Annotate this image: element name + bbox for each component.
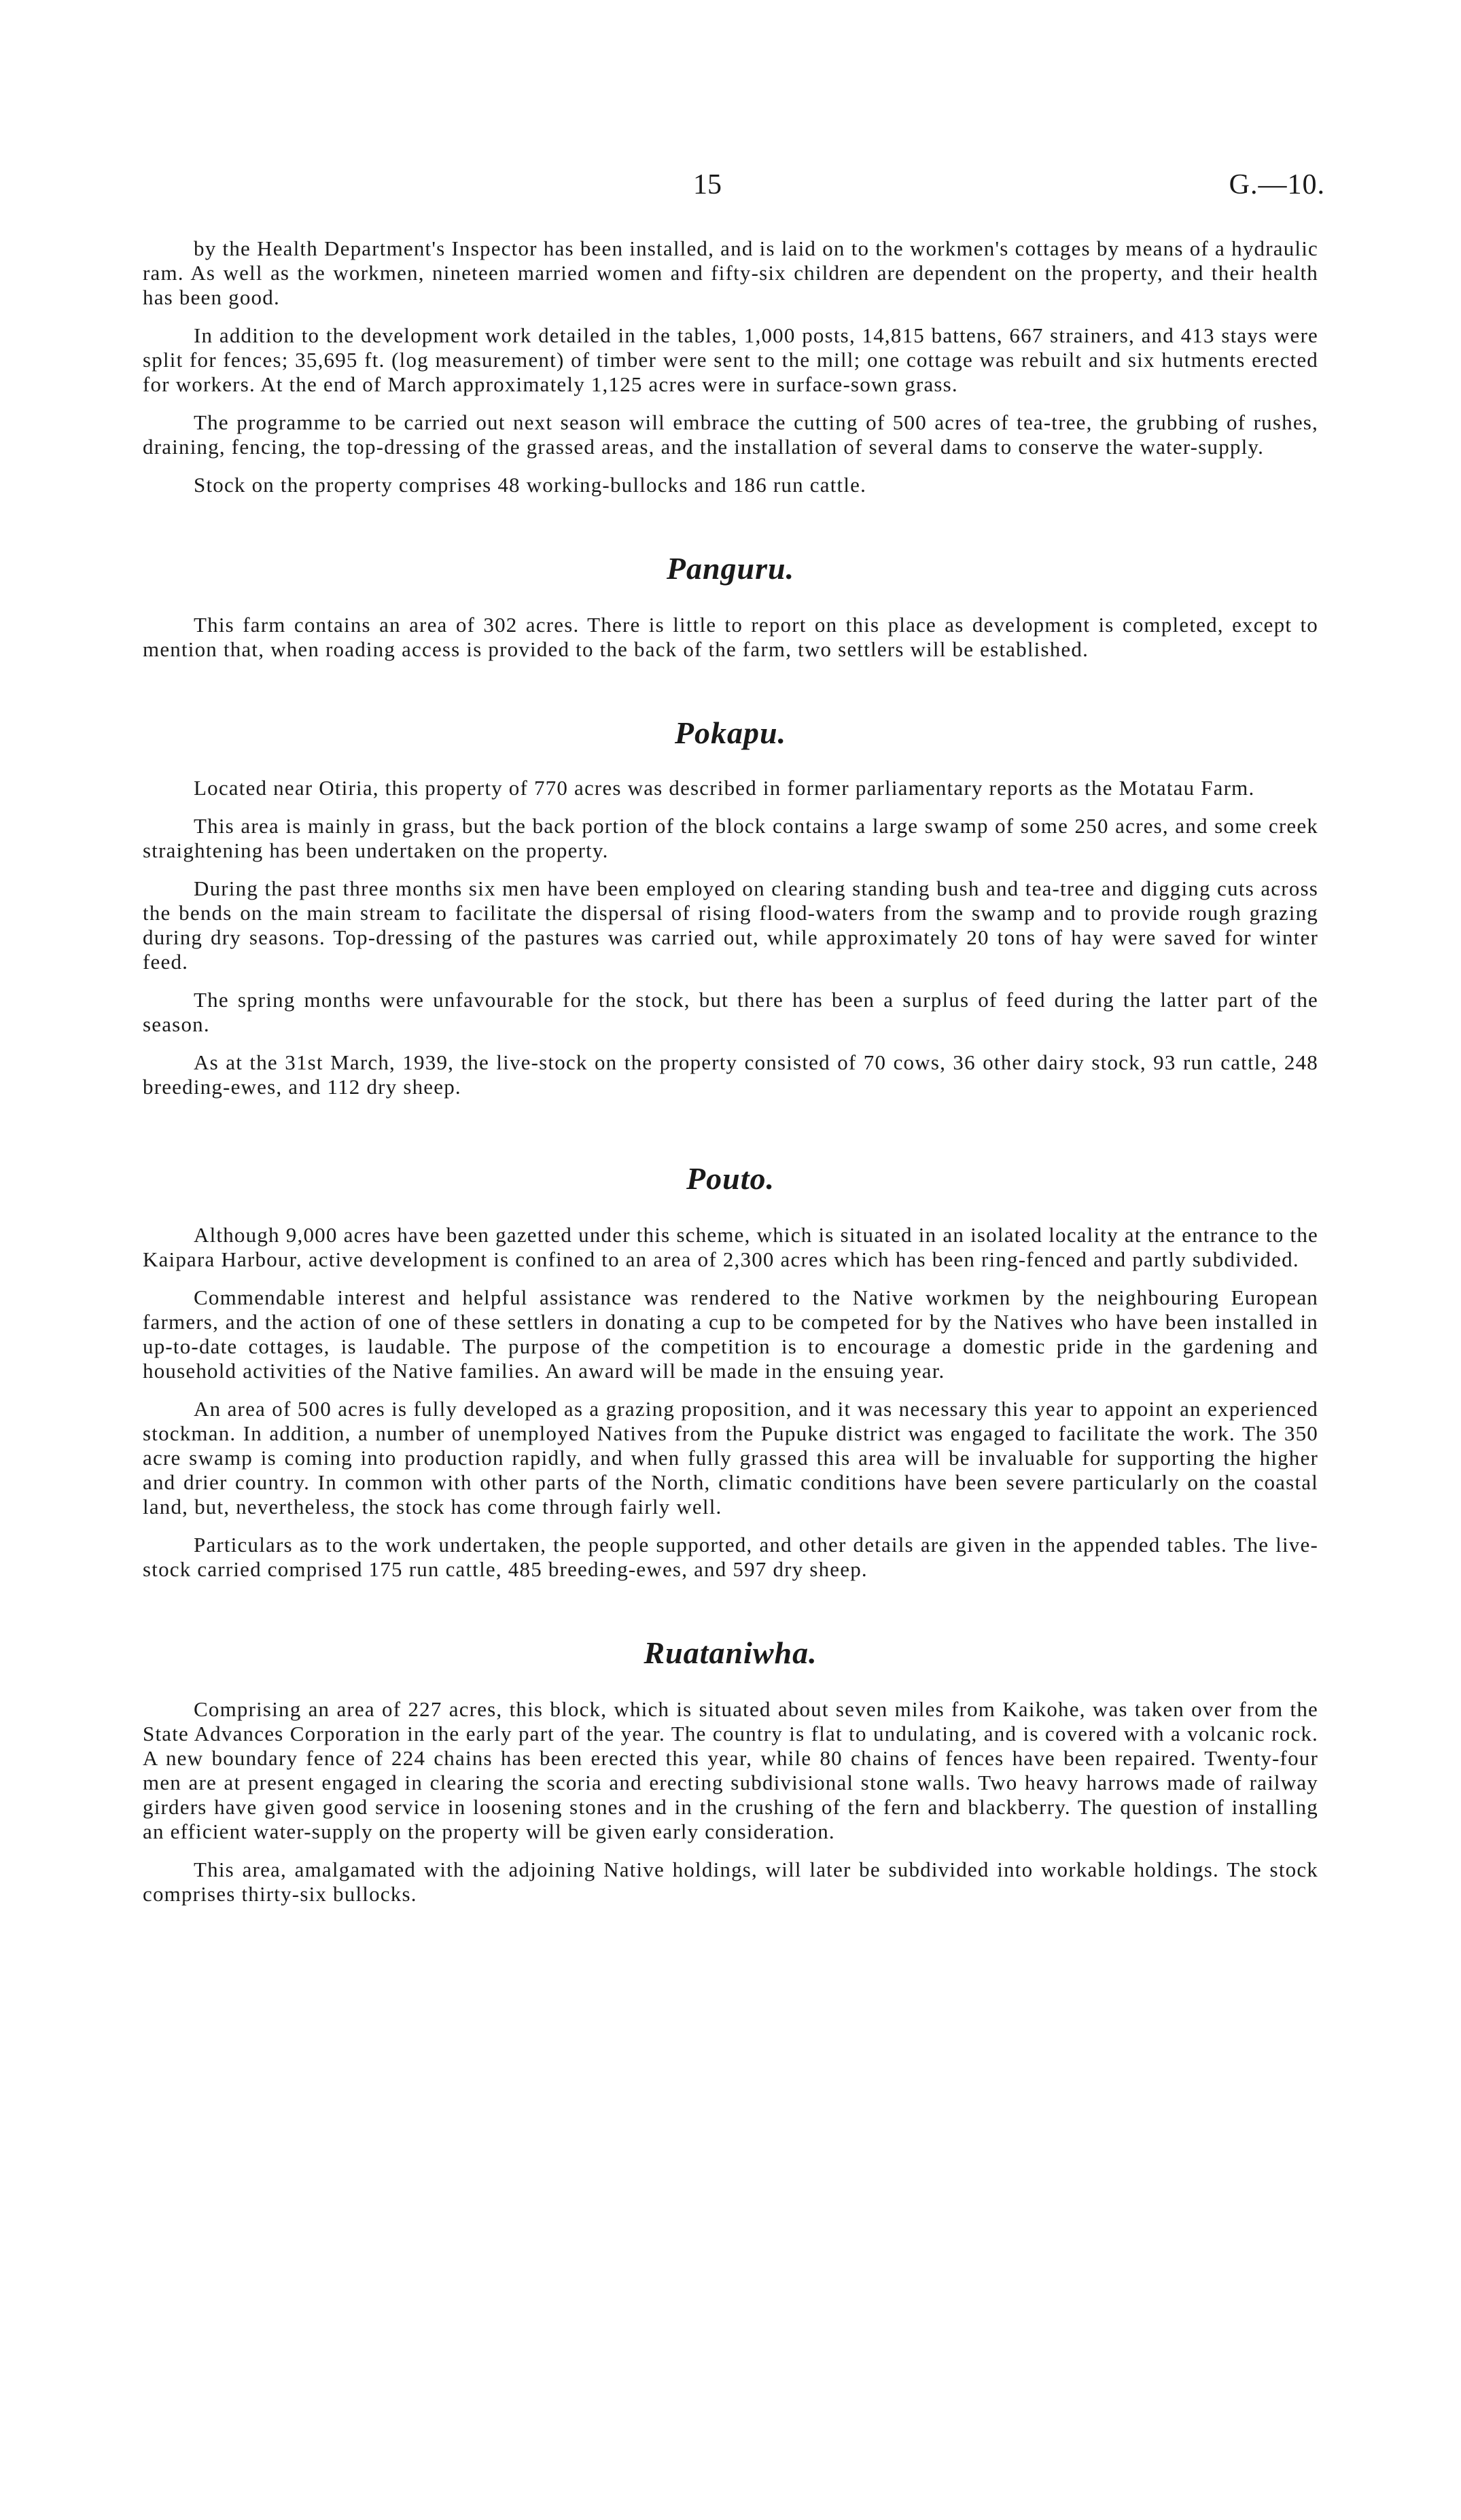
page-header xyxy=(0,168,1461,209)
document-reference: G.—10. xyxy=(1229,169,1325,200)
paragraph: Particulars as to the work undertaken, the people supported, and other details are given in the appended tables. The live-stock carried comprised 175 run cattle, 485 breeding-ewes, and 597 dry sheep. xyxy=(143,1533,1318,1581)
section-heading: Panguru. xyxy=(666,551,795,586)
paragraph: An area of 500 acres is fully developed as a grazing proposition, and it was necessary this year to appoint an experienced stockman. In addition, a number of unemployed Natives from the Pupuke district was engaged to facilitate the work. The 350 acre swamp is coming into production rapidly, and when fully grassed this area will be invaluable for supporting the higher and drier country. In common with other parts of the North, climatic conditions have been severe particularly on the coastal land, but, nevertheless, the stock has come through fairly well. xyxy=(143,1397,1318,1519)
section-heading: Pouto. xyxy=(686,1161,775,1196)
section-ruataniwha xyxy=(143,1636,1318,1906)
paragraph: As at the 31st March, 1939, the live-stock on the property consisted of 70 cows, 36 other dairy stock, 93 run cattle, 248 breeding-ewes, and 112 dry sheep. xyxy=(143,1050,1318,1099)
paragraph: Commendable interest and helpful assistance was rendered to the Native workmen by the neighbouring European farmers, and the action of one of these settlers in donating a cup to be competed for by the Natives who have been installed in up-to-date cottages, is laudable. The purpose of the competition is to encourage a domestic pride in the gardening and household activities of the Native families. An award will be made in the ensuing year. xyxy=(143,1285,1318,1383)
paragraph: In addition to the development work detailed in the tables, 1,000 posts, 14,815 battens, 667 strainers, and 413 stays were split for fences; 35,695 ft. (log measurement) of timber were sent to the mill; one cottage was rebuilt and six hutments erected for workers. At the end of March approximately 1,125 acres were in surface-sown grass. xyxy=(143,323,1318,396)
paragraph: This area, amalgamated with the adjoining Native holdings, will later be subdivided into workable holdings. The stock comprises thirty-six bullocks. xyxy=(143,1858,1318,1906)
paragraph: The programme to be carried out next season will embrace the cutting of 500 acres of tea-tree, the grubbing of rushes, draining, fencing, the top-dressing of the grassed areas, and the installation of several dams to conserve the water-supply. xyxy=(143,410,1318,459)
paragraph: This area is mainly in grass, but the back portion of the block contains a large swamp of some 250 acres, and some creek straightening has been undertaken on the property. xyxy=(143,814,1318,862)
paragraph: The spring months were unfavourable for the stock, but there has been a surplus of feed during the latter part of the season. xyxy=(143,988,1318,1036)
paragraph: During the past three months six men have been employed on clearing standing bush and tea-tree and digging cuts across the bends on the main stream to facilitate the dispersal of rising flood-waters from the swamp and to provide rough grazing during dry seasons. Top-dressing of the pastures was carried out, while approximately 20 tons of hay were saved for winter feed. xyxy=(143,876,1318,974)
section-heading: Pokapu. xyxy=(674,715,787,750)
paragraph: Stock on the property comprises 48 working-bullocks and 186 run cattle. xyxy=(194,473,867,497)
intro-section xyxy=(143,236,1318,497)
section-heading: Ruataniwha. xyxy=(644,1635,817,1670)
paragraph: This farm contains an area of 302 acres. There is little to report on this place as development is completed, except to mention that, when roading access is provided to the back of the farm, two settlers will be established. xyxy=(143,613,1318,661)
paragraph: Comprising an area of 227 acres, this block, which is situated about seven miles from Kaikohe, was taken over from the State Advances Corporation in the early part of the year. The country is flat to undulating, and is covered with a volcanic rock. A new boundary fence of 224 chains has been erected this year, while 80 chains of fences have been repaired. Twenty-four men are at present engaged in clearing the scoria and erecting subdivisional stone walls. Two heavy harrows made of railway girders have given good service in loosening stones and in the crushing of the fern and blackberry. The question of installing an efficient water-supply on the property will be given early consideration. xyxy=(143,1697,1318,1843)
paragraph: by the Health Department's Inspector has been installed, and is laid on to the workmen's cottages by means of a hydraulic ram. As well as the workmen, nineteen married women and fifty-six children are dependent on the property, and their health has been good. xyxy=(143,236,1318,309)
paragraph: Although 9,000 acres have been gazetted under this scheme, which is situated in an isolated locality at the entrance to the Kaipara Harbour, active development is confined to an area of 2,300 acres which has been ring-fenced and partly subdivided. xyxy=(143,1223,1318,1271)
section-panguru xyxy=(143,552,1318,662)
page-number: 15 xyxy=(693,169,722,200)
paragraph: Located near Otiria, this property of 770 acres was described in former parliamentary reports as the Motatau Farm. xyxy=(194,776,1255,800)
section-pouto xyxy=(143,1162,1318,1582)
page-body xyxy=(143,236,1318,1920)
section-pokapu xyxy=(143,716,1318,1099)
